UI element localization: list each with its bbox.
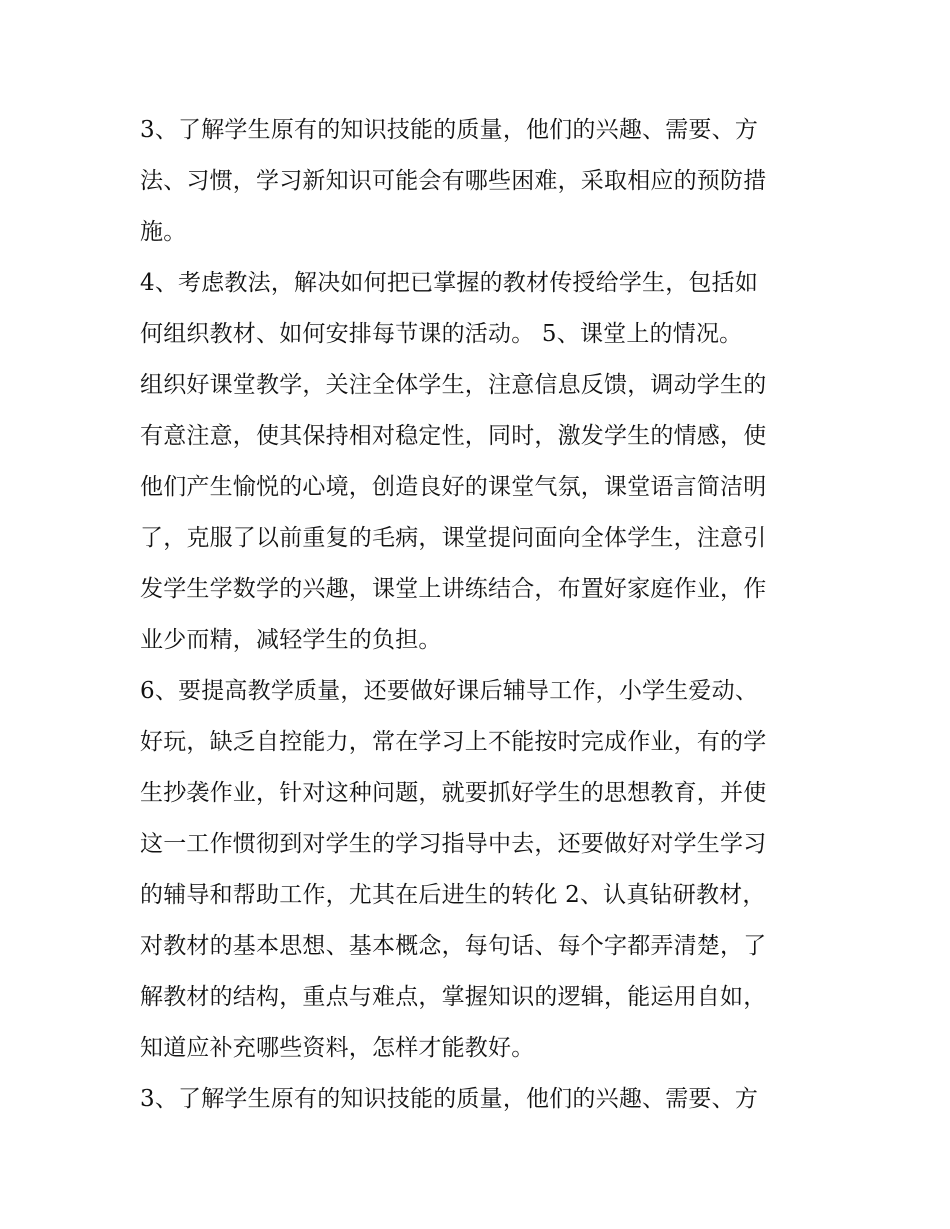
- text-line: 他们产生愉悦的心境，创造良好的课堂气氛，课堂语言简洁明: [140, 474, 767, 500]
- text-line: 发学生学数学的兴趣，课堂上讲练结合，布置好家庭作业，作: [140, 576, 767, 602]
- text-line: 业少而精，减轻学生的负担。: [140, 627, 442, 653]
- document-body: [140, 105, 820, 1125]
- text-line: 3、了解学生原有的知识技能的质量，他们的兴趣、需要、方: [140, 117, 759, 143]
- text-line: 有意注意，使其保持相对稳定性，同时，激发学生的情感，使: [140, 423, 767, 449]
- text-line: 对教材的基本思想、基本概念，每句话、每个字都弄清楚，了: [140, 933, 767, 959]
- text-line: 的辅导和帮助工作，尤其在后进生的转化 2、认真钻研教材，: [140, 882, 766, 908]
- text-line: 何组织教材、如何安排每节课的活动。 5、课堂上的情况。: [140, 321, 743, 347]
- text-line: 这一工作惯彻到对学生的学习指导中去，还要做好对学生学习: [140, 831, 767, 857]
- text-line: 4、考虑教法，解决如何把已掌握的教材传授给学生，包括如: [140, 270, 759, 296]
- text-line: 了，克服了以前重复的毛病，课堂提问面向全体学生，注意引: [140, 525, 767, 551]
- text-line: 法、习惯，学习新知识可能会有哪些困难，采取相应的预防措: [140, 168, 767, 194]
- text-line: 知道应补充哪些资料，怎样才能教好。: [140, 1035, 535, 1061]
- text-line: 好玩，缺乏自控能力，常在学习上不能按时完成作业，有的学: [140, 729, 767, 755]
- text-line: 组织好课堂教学，关注全体学生，注意信息反馈，调动学生的: [140, 372, 767, 398]
- text-line: 解教材的结构，重点与难点，掌握知识的逻辑，能运用自如，: [140, 984, 767, 1010]
- text-line: 生抄袭作业，针对这种问题，就要抓好学生的思想教育，并使: [140, 780, 767, 806]
- text-line: 3、了解学生原有的知识技能的质量，他们的兴趣、需要、方: [140, 1086, 759, 1112]
- text-line: 施。: [140, 219, 187, 245]
- text-line: 6、要提高教学质量，还要做好课后辅导工作，小学生爱动、: [140, 678, 759, 704]
